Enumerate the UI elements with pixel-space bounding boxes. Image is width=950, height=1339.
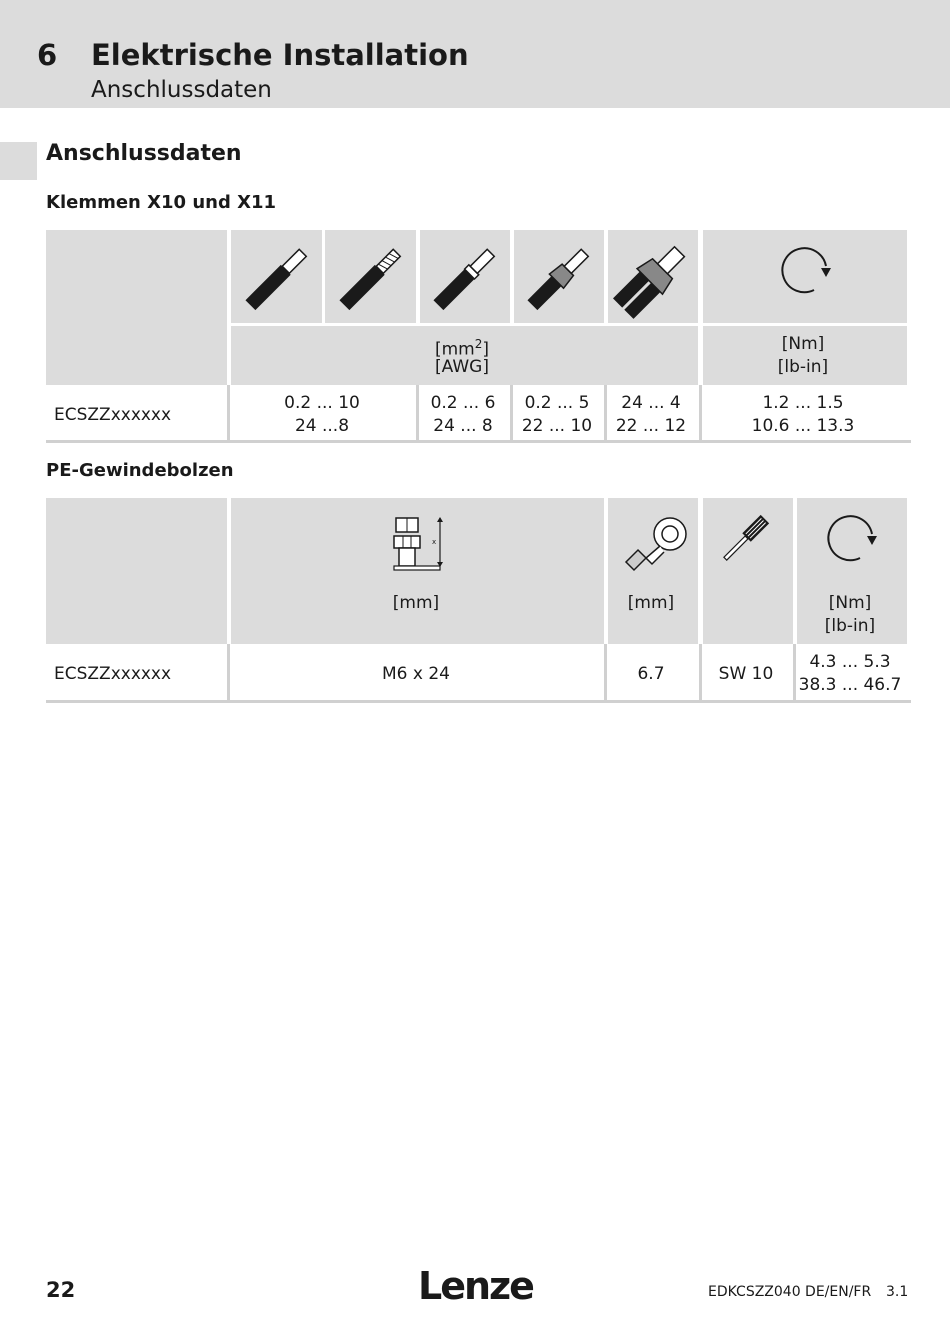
table1-col-sep-5 xyxy=(699,385,702,440)
table2-col-sep-3 xyxy=(699,644,702,700)
table2-unit-bolt: [mm] xyxy=(392,593,440,613)
table2-tool-value: SW 10 xyxy=(718,664,774,684)
table1-unit-mm2: $[mm^2]$ xyxy=(434,337,490,360)
table1-col-sep-2 xyxy=(416,385,419,440)
table1-c3-mm2: 0.2 ... 5 xyxy=(524,393,590,413)
table1-torque-nm: 1.2 ... 1.5 xyxy=(762,393,844,413)
table2-bolt-value: M6 x 24 xyxy=(382,664,450,684)
table1-unit-nm: [Nm] xyxy=(781,334,825,354)
section-title: Anschlussdaten xyxy=(46,141,242,166)
table2-torque-nm: 4.3 ... 5.3 xyxy=(809,652,891,672)
table2-header-empty xyxy=(46,498,227,644)
svg-text:x: x xyxy=(432,538,437,546)
table1-torque-lbin: 10.6 ... 13.3 xyxy=(751,416,855,436)
table1-col-sep-3 xyxy=(510,385,513,440)
table2-col-sep-4 xyxy=(793,644,796,700)
table1-c4-mm2: 24 ... 4 xyxy=(621,393,681,413)
ring-terminal-icon xyxy=(622,512,692,582)
table1-c4-awg: 22 ... 12 xyxy=(615,416,687,436)
table2-col-sep-2 xyxy=(604,644,607,700)
table1-col-sep-1 xyxy=(227,385,230,440)
lenze-logo: Lenze xyxy=(418,1264,533,1308)
table1-unit-awg: [AWG] xyxy=(435,357,489,377)
torque-icon xyxy=(822,512,884,566)
table1-c2-mm2: 0.2 ... 6 xyxy=(430,393,496,413)
chapter-subtitle: Anschlussdaten xyxy=(91,77,272,103)
screwdriver-icon xyxy=(712,510,774,572)
table1-bottom-rule xyxy=(46,440,911,443)
table2-torque-lbin: 38.3 ... 46.7 xyxy=(798,675,902,695)
table2-unit-nm: [Nm] xyxy=(828,593,872,613)
chapter-number: 6 xyxy=(37,38,58,72)
threaded-bolt-icon xyxy=(390,514,446,574)
table2-title: PE-Gewindebolzen xyxy=(46,460,234,481)
table1-unit-lbin: [lb-in] xyxy=(777,357,829,377)
table1-c1-mm2: 0.2 ... 10 xyxy=(284,393,360,413)
table1-c2-awg: 24 ... 8 xyxy=(433,416,493,436)
table2-ring-value: 6.7 xyxy=(637,664,665,684)
document-version: 3.1 xyxy=(886,1284,909,1300)
stranded-wire-icon xyxy=(332,243,412,315)
table1-c3-awg: 22 ... 10 xyxy=(521,416,593,436)
wire-with-insulated-ferrule-icon xyxy=(520,243,600,315)
table1-header-empty xyxy=(46,230,227,385)
table2-col-sep-1 xyxy=(227,644,230,700)
chapter-title: Elektrische Installation xyxy=(91,38,469,72)
table1-c1-awg: 24 ...8 xyxy=(294,416,350,436)
table2-unit-ring: [mm] xyxy=(627,593,675,613)
side-tab-marker xyxy=(0,142,37,180)
table2-row-label: ECSZZxxxxxx xyxy=(54,664,172,684)
table2-unit-lbin: [lb-in] xyxy=(824,616,876,636)
table1-row-label: ECSZZxxxxxx xyxy=(54,405,172,425)
rigid-wire-icon xyxy=(238,243,318,315)
table1-col-sep-4 xyxy=(604,385,607,440)
twin-wire-ferrule-icon xyxy=(612,240,696,320)
document-id: EDKCSZZ040 DE/EN/FR xyxy=(708,1284,872,1300)
table1-title: Klemmen X10 und X11 xyxy=(46,192,277,213)
torque-icon xyxy=(776,244,838,298)
wire-with-end-sleeve-icon xyxy=(426,243,506,315)
page-number: 22 xyxy=(46,1278,76,1302)
table2-bottom-rule xyxy=(46,700,911,703)
